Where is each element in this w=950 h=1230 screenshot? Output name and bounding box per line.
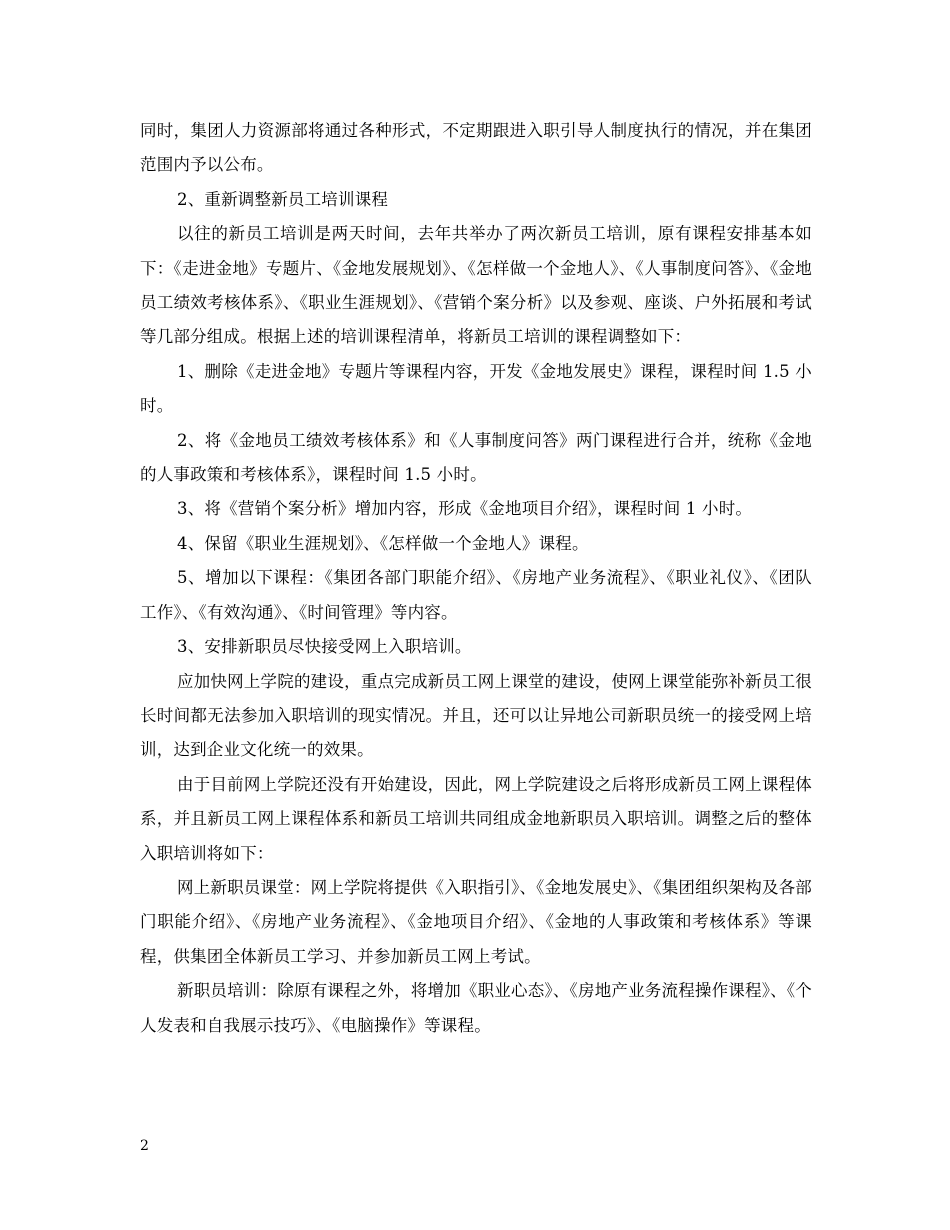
list-item-adjustment-1: 1、删除《走进金地》专题片等课程内容，开发《金地发展史》课程，课程时间 1.5 小时。 bbox=[140, 361, 812, 416]
document-body bbox=[140, 114, 812, 1043]
list-item-adjustment-4: 4、保留《职业生涯规划》、《怎样做一个金地人》课程。 bbox=[177, 533, 589, 553]
section-heading-adjust-training: 2、重新调整新员工培训课程 bbox=[177, 189, 389, 209]
paragraph-new-staff-training: 新职员培训：除原有课程之外，将增加《职业心态》、《房地产业务流程操作课程》、《个人发表和自我展示技巧》、《电脑操作》等课程。 bbox=[140, 981, 812, 1035]
list-item-adjustment-3: 3、将《营销个案分析》增加内容，形成《金地项目介绍》，课程时间 1 小时。 bbox=[177, 499, 753, 519]
list-item-adjustment-2: 2、将《金地员工绩效考核体系》和《人事制度问答》两门课程进行合并，统称《金地的人事政策和考核体系》，课程时间 1.5 小时。 bbox=[140, 430, 812, 485]
paragraph-online-course-system: 由于目前网上学院还没有开始建设，因此，网上学院建设之后将形成新员工网上课程体系，并且新员工网上课程体系和新员工培训共同组成金地新职员入职培训。调整之后的整体入职培训将如下： bbox=[140, 774, 812, 863]
list-item-adjustment-5: 5、增加以下课程：《集团各部门职能介绍》、《房地产业务流程》、《职业礼仪》、《团队工作》、《有效沟通》、《时间管理》等内容。 bbox=[140, 568, 812, 622]
paragraph-previous-training: 以往的新员工培训是两天时间，去年共举办了两次新员工培训，原有课程安排基本如下：《走进金地》专题片、《金地发展规划》、《怎样做一个金地人》、《人事制度问答》、《金地员工绩效考核体系》、《职业生涯规划》、《营销个案分析》以及参观、座谈、户外拓展和考试等几部分组成。根据上述的培训课程清单，将新员工培训的课程调整如下： bbox=[140, 224, 812, 347]
paragraph-online-classroom: 网上新职员课堂：网上学院将提供《入职指引》、《金地发展史》、《集团组织架构及各部门职能介绍》、《房地产业务流程》、《金地项目介绍》、《金地的人事政策和考核体系》等课程，供集团全体新员工学习、并参加新员工网上考试。 bbox=[140, 877, 812, 966]
section-heading-online-training: 3、安排新职员尽快接受网上入职培训。 bbox=[177, 637, 472, 657]
page-number: 2 bbox=[140, 1138, 149, 1154]
paragraph-online-academy: 应加快网上学院的建设，重点完成新员工网上课堂的建设，使网上课堂能弥补新员工很长时间都无法参加入职培训的现实情况。并且，还可以让异地公司新职员统一的接受网上培训，达到企业文化统一的效果。 bbox=[140, 671, 812, 760]
paragraph-hr-announcement: 同时，集团人力资源部将通过各种形式，不定期跟进入职引导人制度执行的情况，并在集团范围内予以公布。 bbox=[140, 121, 812, 175]
